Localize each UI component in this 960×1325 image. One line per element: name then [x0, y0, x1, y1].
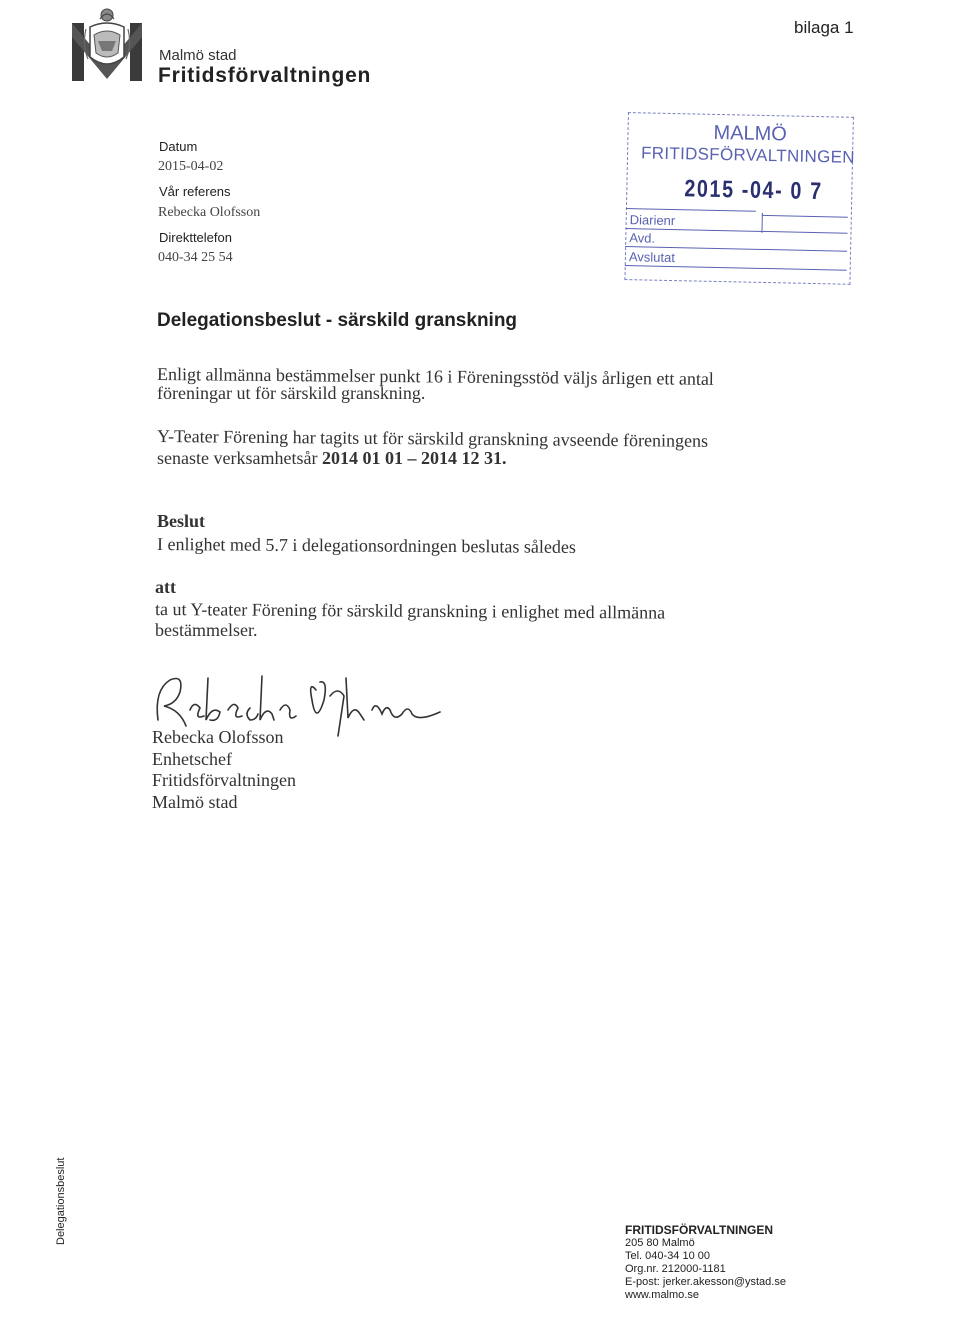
phone-value: 040-34 25 54	[158, 250, 233, 265]
reference-value: Rebecka Olofsson	[158, 205, 261, 220]
signer-title: Enhetschef	[152, 749, 232, 769]
stamp-department: FRITIDSFÖRVALTNINGEN	[640, 143, 856, 167]
att-line-1: ta ut Y-teater Förening för särskild granskning i enlighet med allmänna	[154, 599, 666, 623]
stamp-date: 2015 -04- 0 7	[684, 175, 824, 206]
reference-label: Vår referens	[159, 184, 231, 199]
stamp-diarienr-label: Diarienr	[629, 212, 676, 229]
footer-phone: Tel. 040-34 10 00	[625, 1250, 711, 1262]
fiscal-period: 2014 01 01 – 2014 12 31.	[321, 448, 507, 468]
malmo-coat-of-arms-icon	[72, 5, 142, 83]
org-city: Malmö stad	[159, 47, 237, 64]
org-department: Fritidsförvaltningen	[158, 64, 372, 87]
date-label: Datum	[159, 139, 198, 154]
paragraph-1-line-2: föreningar ut för särskild granskning.	[157, 383, 426, 403]
att-label: att	[155, 577, 176, 597]
footer-address: 205 80 Malmö	[625, 1237, 695, 1249]
att-line-2: bestämmelser.	[155, 620, 258, 640]
signer-name: Rebecka Olofsson	[152, 727, 284, 747]
document-title: Delegationsbeslut - särskild granskning	[157, 310, 518, 331]
paragraph-2-line-2	[157, 448, 506, 468]
phone-label: Direkttelefon	[159, 230, 232, 245]
paragraph-1-line-1: Enligt allmänna bestämmelser punkt 16 i Föreningsstöd väljs årligen ett antal	[156, 364, 714, 389]
footer-orgnr: Org.nr. 212000-1181	[625, 1263, 726, 1275]
decision-heading: Beslut	[157, 511, 206, 531]
footer-email: E-post: jerker.akesson@ystad.se	[625, 1276, 786, 1288]
stamp-avslutat-label: Avslutat	[628, 249, 676, 266]
date-value: 2015-04-02	[158, 159, 224, 174]
attachment-label: bilaga 1	[794, 18, 854, 37]
paragraph-2-line-1: Y-Teater Förening har tagits ut för särskild granskning avseende föreningens	[156, 426, 709, 451]
footer-org: FRITIDSFÖRVALTNINGEN	[625, 1223, 773, 1237]
signer-city: Malmö stad	[152, 792, 238, 812]
stamp-avd-label: Avd.	[629, 230, 656, 246]
footer-website: www.malmo.se	[625, 1289, 699, 1301]
decision-text: I enlighet med 5.7 i delegationsordningen beslutas således	[156, 534, 576, 557]
sidebar-document-type: Delegationsbeslut	[55, 1157, 67, 1245]
received-stamp	[620, 110, 856, 287]
stamp-city: MALMÖ	[713, 121, 788, 146]
paragraph-2-prefix: senaste verksamhetsår	[157, 448, 322, 468]
signer-department: Fritidsförvaltningen	[152, 770, 296, 790]
